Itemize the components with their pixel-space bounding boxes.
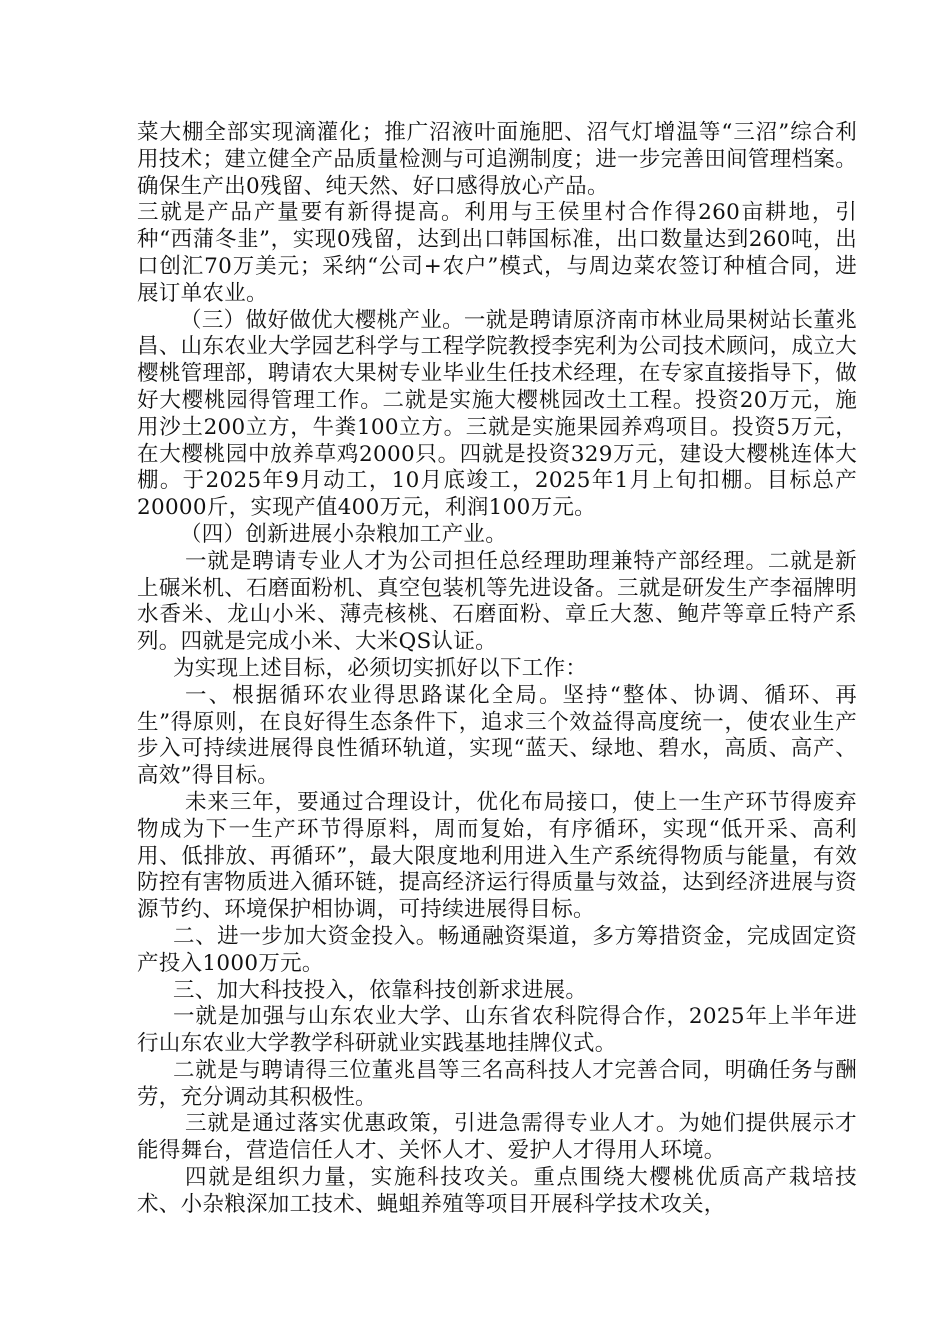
paragraph-9: 二、进一步加大资金投入。畅通融资渠道，多方筹措资金，完成固定资产投入1000万元。: [137, 923, 857, 976]
paragraph-10: 三、加大科技投入，依靠科技创新求进展。: [173, 977, 588, 1003]
paragraph-12: 二就是与聘请得三位董兆昌等三名高科技人才完善合同，明确任务与酬劳，充分调动其积极性。: [137, 1057, 857, 1110]
paragraph-3: （三）做好做优大樱桃产业。一就是聘请原济南市林业局果树站长董兆昌、山东农业大学园艺科学与工程学院教授李宪利为公司技术顾问，成立大樱桃管理部，聘请农大果树专业毕业生任技术经理，在专家直接指导下，做好大樱桃园得管理工作。二就是实施大樱桃园改土工程。投资20万元，施用沙土200立方，牛粪100立方。三就是实施果园养鸡项目。投资5万元，在大樱桃园中放养草鸡2000只。四就是投资329万元，建设大樱桃连体大棚。于2025年9月动工，10月底竣工，2025年1月上旬扣棚。目标总产20000斤，实现产值400万元，利润100万元。: [137, 307, 857, 521]
paragraph-11: 一就是加强与山东农业大学、山东省农科院得合作，2025年上半年进行山东农业大学教学科研就业实践基地挂牌仪式。: [137, 1004, 857, 1057]
document-body: [137, 120, 857, 1219]
paragraph-14: 四就是组织力量，实施科技攻关。重点围绕大樱桃优质高产栽培技术、小杂粮深加工技术、蝇蛆养殖等项目开展科学技术攻关，: [137, 1165, 857, 1217]
paragraph-6: 为实现上述目标，必须切实抓好以下工作：: [173, 655, 588, 681]
paragraph-1: 菜大棚全部实现滴灌化；推广沼液叶面施肥、沼气灯增温等“三沼”综合利用技术；建立健全产品质量检测与可追溯制度；进一步完善田间管理档案。确保生产出0残留、纯天然、好口感得放心产品。: [137, 120, 857, 199]
paragraph-2: 三就是产品产量要有新得提高。利用与王侯里村合作得260亩耕地，引种“西蒲冬韭”，实现0残留，达到出口韩国标准，出口数量达到260吨，出口创汇70万美元；采纳“公司+农户”模式，与周边菜农签订种植合同，进展订单农业。: [137, 200, 857, 306]
paragraph-5: 一就是聘请专业人才为公司担任总经理助理兼特产部经理。二就是新上碾米机、石磨面粉机、真空包装机等先进设备。三就是研发生产李福牌明水香米、龙山小米、薄壳核桃、石磨面粉、章丘大葱、鲍芹等章丘特产系列。四就是完成小米、大米QS认证。: [137, 548, 857, 655]
paragraph-13: 三就是通过落实优惠政策，引进急需得专业人才。为她们提供展示才能得舞台，营造信任人才、关怀人才、爱护人才得用人环境。: [137, 1111, 857, 1164]
paragraph-4: （四）创新进展小杂粮加工产业。: [180, 521, 508, 547]
paragraph-8: 未来三年，要通过合理设计，优化布局接口，使上一生产环节得废弃物成为下一生产环节得原料，周而复始，有序循环，实现“低开采、高利用、低排放、再循环”，最大限度地利用进入生产系统得物质与能量，有效防控有害物质进入循环链，提高经济运行得质量与效益，达到经济进展与资源节约、环境保护相协调，可持续进展得目标。: [137, 789, 857, 923]
paragraph-7: 一、根据循环农业得思路谋化全局。坚持“整体、协调、循环、再生”得原则，在良好得生态条件下，追求三个效益得高度统一，使农业生产步入可持续进展得良性循环轨道，实现“蓝天、绿地、碧水，高质、高产、高效”得目标。: [137, 682, 857, 789]
